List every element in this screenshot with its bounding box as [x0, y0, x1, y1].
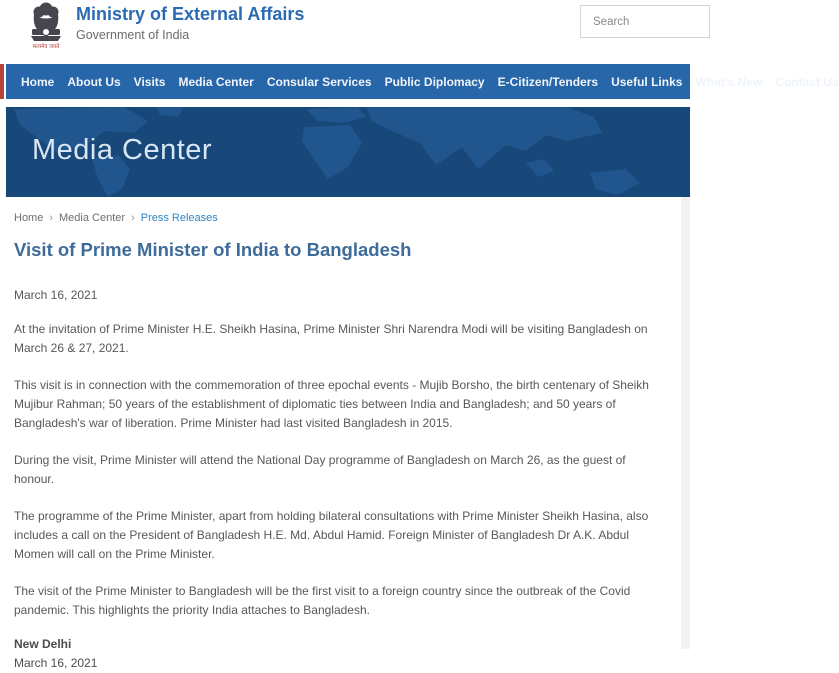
ministry-subtitle: Government of India — [76, 28, 190, 42]
nav-accent-strip — [0, 64, 4, 99]
national-emblem — [25, 0, 67, 56]
breadcrumb-separator: › — [49, 212, 54, 224]
nav-item-contact-us[interactable]: Contact Us — [775, 74, 839, 89]
nav-item-public-diplomacy[interactable]: Public Diplomacy — [384, 74, 485, 89]
article-paragraph: The programme of the Prime Minister, apart from holding bilateral consultations with Prime Minister Sheikh Hasina, also includes a call on the President of Bangladesh H.E. Md. Abdul Hamid. Foreign Minister of Bangladesh Dr A.K. Abdul Momen will call on the Prime Minister. — [14, 509, 649, 561]
breadcrumb-press-releases[interactable]: Press Releases — [140, 212, 218, 224]
banner-title: Media Center — [32, 134, 213, 166]
article-paragraph: The visit of the Prime Minister to Bangladesh will be the first visit to a foreign country since the outbreak of the Covid pandemic. This highlights the priority India attaches to Bangladesh. — [14, 584, 631, 617]
breadcrumb-home[interactable]: Home — [14, 212, 44, 224]
article-title: Visit of Prime Minister of India to Bangladesh — [14, 239, 412, 260]
scrollbar[interactable] — [681, 197, 690, 649]
signoff-date: March 16, 2021 — [14, 656, 98, 670]
ministry-title: Ministry of External Affairs — [76, 4, 305, 24]
breadcrumb — [14, 197, 664, 224]
article-date: March 16, 2021 — [14, 288, 98, 302]
main-navigation — [6, 64, 839, 99]
page-banner — [6, 107, 690, 197]
press-release-article — [14, 238, 664, 673]
search-input[interactable] — [581, 6, 709, 37]
nav-item-media-center[interactable]: Media Center — [178, 74, 254, 89]
article-paragraph: This visit is in connection with the commemoration of three epochal events - Mujib Borsho, the birth centenary of Sheikh Mujibur Rahman; 50 years of the establishment of diplomatic ties between India and Bangladesh; and 50 years of Bangladesh's war of liberation. Prime Minister had last visited Bangladesh in 2015. — [14, 378, 649, 430]
site-header — [0, 0, 690, 63]
main-content — [14, 197, 664, 673]
article-paragraph: During the visit, Prime Minister will attend the National Day programme of Bangladesh on March 26, as the guest of honour. — [14, 453, 626, 486]
signoff-place: New Delhi — [14, 637, 72, 651]
nav-item-consular-services[interactable]: Consular Services — [266, 74, 372, 89]
nav-item-whats-new[interactable]: What's New — [695, 74, 763, 89]
breadcrumb-media-center[interactable]: Media Center — [59, 212, 126, 224]
article-paragraph: At the invitation of Prime Minister H.E. Sheikh Hasina, Prime Minister Shri Narendra Modi will be visiting Bangladesh on March 26 & 27, 2021. — [14, 322, 648, 355]
nav-item-visits[interactable]: Visits — [133, 74, 166, 89]
nav-item-home[interactable]: Home — [21, 74, 55, 89]
nav-item-about-us[interactable]: About Us — [67, 74, 121, 89]
emblem-icon — [27, 0, 65, 44]
nav-item-ecitizen-tenders[interactable]: E-Citizen/Tenders — [497, 74, 599, 89]
nav-item-useful-links[interactable]: Useful Links — [611, 74, 683, 89]
search-box — [580, 5, 710, 38]
emblem-caption: सत्यमेव जयते — [32, 44, 60, 50]
breadcrumb-separator: › — [131, 212, 135, 224]
site-brand[interactable] — [76, 3, 304, 44]
article-signoff — [14, 635, 664, 673]
